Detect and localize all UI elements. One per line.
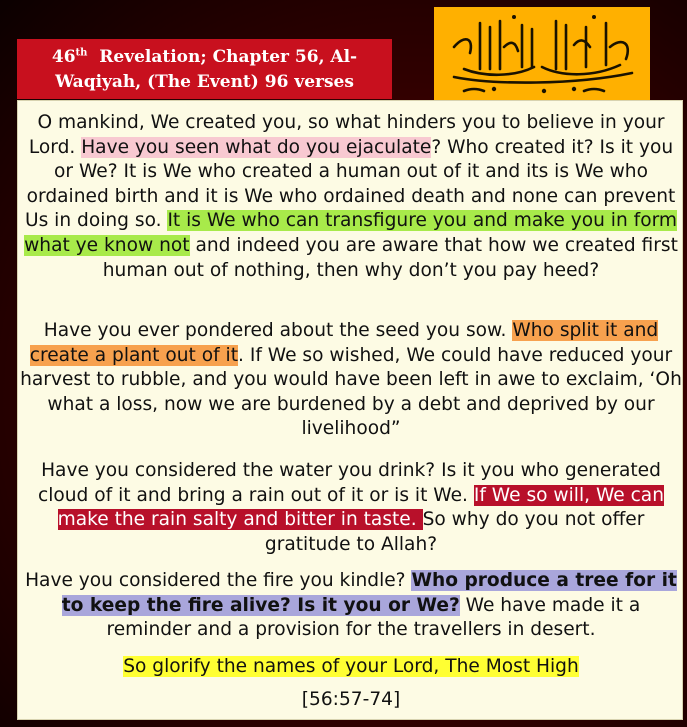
paragraph-4 xyxy=(18,569,684,643)
p1-text-2: ? Who created it? Is it you or We? It is We who created a human out of it and its is We who ordained birth and it is We who ordained death and none can prevent Us in doing so. xyxy=(24,136,676,232)
verse-reference: [56:57-74] xyxy=(301,689,401,710)
revelation-number: 46 xyxy=(51,47,76,67)
paragraph-2 xyxy=(18,319,684,442)
number-suffix: th xyxy=(75,47,88,59)
bismillah-calligraphy xyxy=(434,7,650,100)
title-line-1-text: Revelation; Chapter 56, Al- xyxy=(99,47,358,67)
p4-text-2: We have made it a reminder and a provision for the travellers in desert. xyxy=(106,594,641,641)
p3-text-1: Have you considered the water you drink? Is it you who generated cloud of it and bring a rain out of it or is it We. xyxy=(38,460,661,506)
p1-text-3: and indeed you are aware that how we created first human out of nothing, then why don’t you pay heed? xyxy=(102,234,678,281)
paragraph-5 xyxy=(18,655,684,680)
title-line-1 xyxy=(17,45,392,70)
paragraph-1 xyxy=(18,111,684,283)
p3-text-2: So why do you not offer gratitude to Allah? xyxy=(264,509,645,555)
p1-highlight-pink: Have you seen what do you ejaculate xyxy=(81,136,432,158)
p2-text-1: Have you ever pondered about the seed you sow. xyxy=(43,320,513,341)
title-line-2: Waqiyah, (The Event) 96 verses xyxy=(55,72,354,92)
chapter-title-banner xyxy=(17,39,392,99)
p2-text-2: . If We so wished, We could have reduced your harvest to rubble, and you would have been left in awe to exclaim, ‘Oh what a loss, now we are burdened by a debt and deprived by our livelihood” xyxy=(20,344,682,440)
p2-highlight-orange: Who split it and create a plant out of it xyxy=(29,320,659,366)
p1-highlight-green: It is We who can transfigure you and make you in form what ye know not xyxy=(24,210,678,256)
calligraphy-drawing xyxy=(434,7,650,100)
paragraph-3 xyxy=(18,459,684,557)
p5-highlight-yellow: So glorify the names of your Lord, The Most High xyxy=(123,656,579,677)
p1-text-1: O mankind, We created you, so what hinders you to believe in your Lord. xyxy=(28,112,665,158)
p4-highlight-blue: Who produce a tree for it to keep the fire alive? Is it you or We? xyxy=(61,570,677,616)
p4-text-1: Have you considered the fire you kindle? xyxy=(25,570,412,591)
revelation-text-panel xyxy=(17,100,683,720)
p3-highlight-red: If We so will, We can make the rain salty and bitter in taste. xyxy=(57,484,664,531)
